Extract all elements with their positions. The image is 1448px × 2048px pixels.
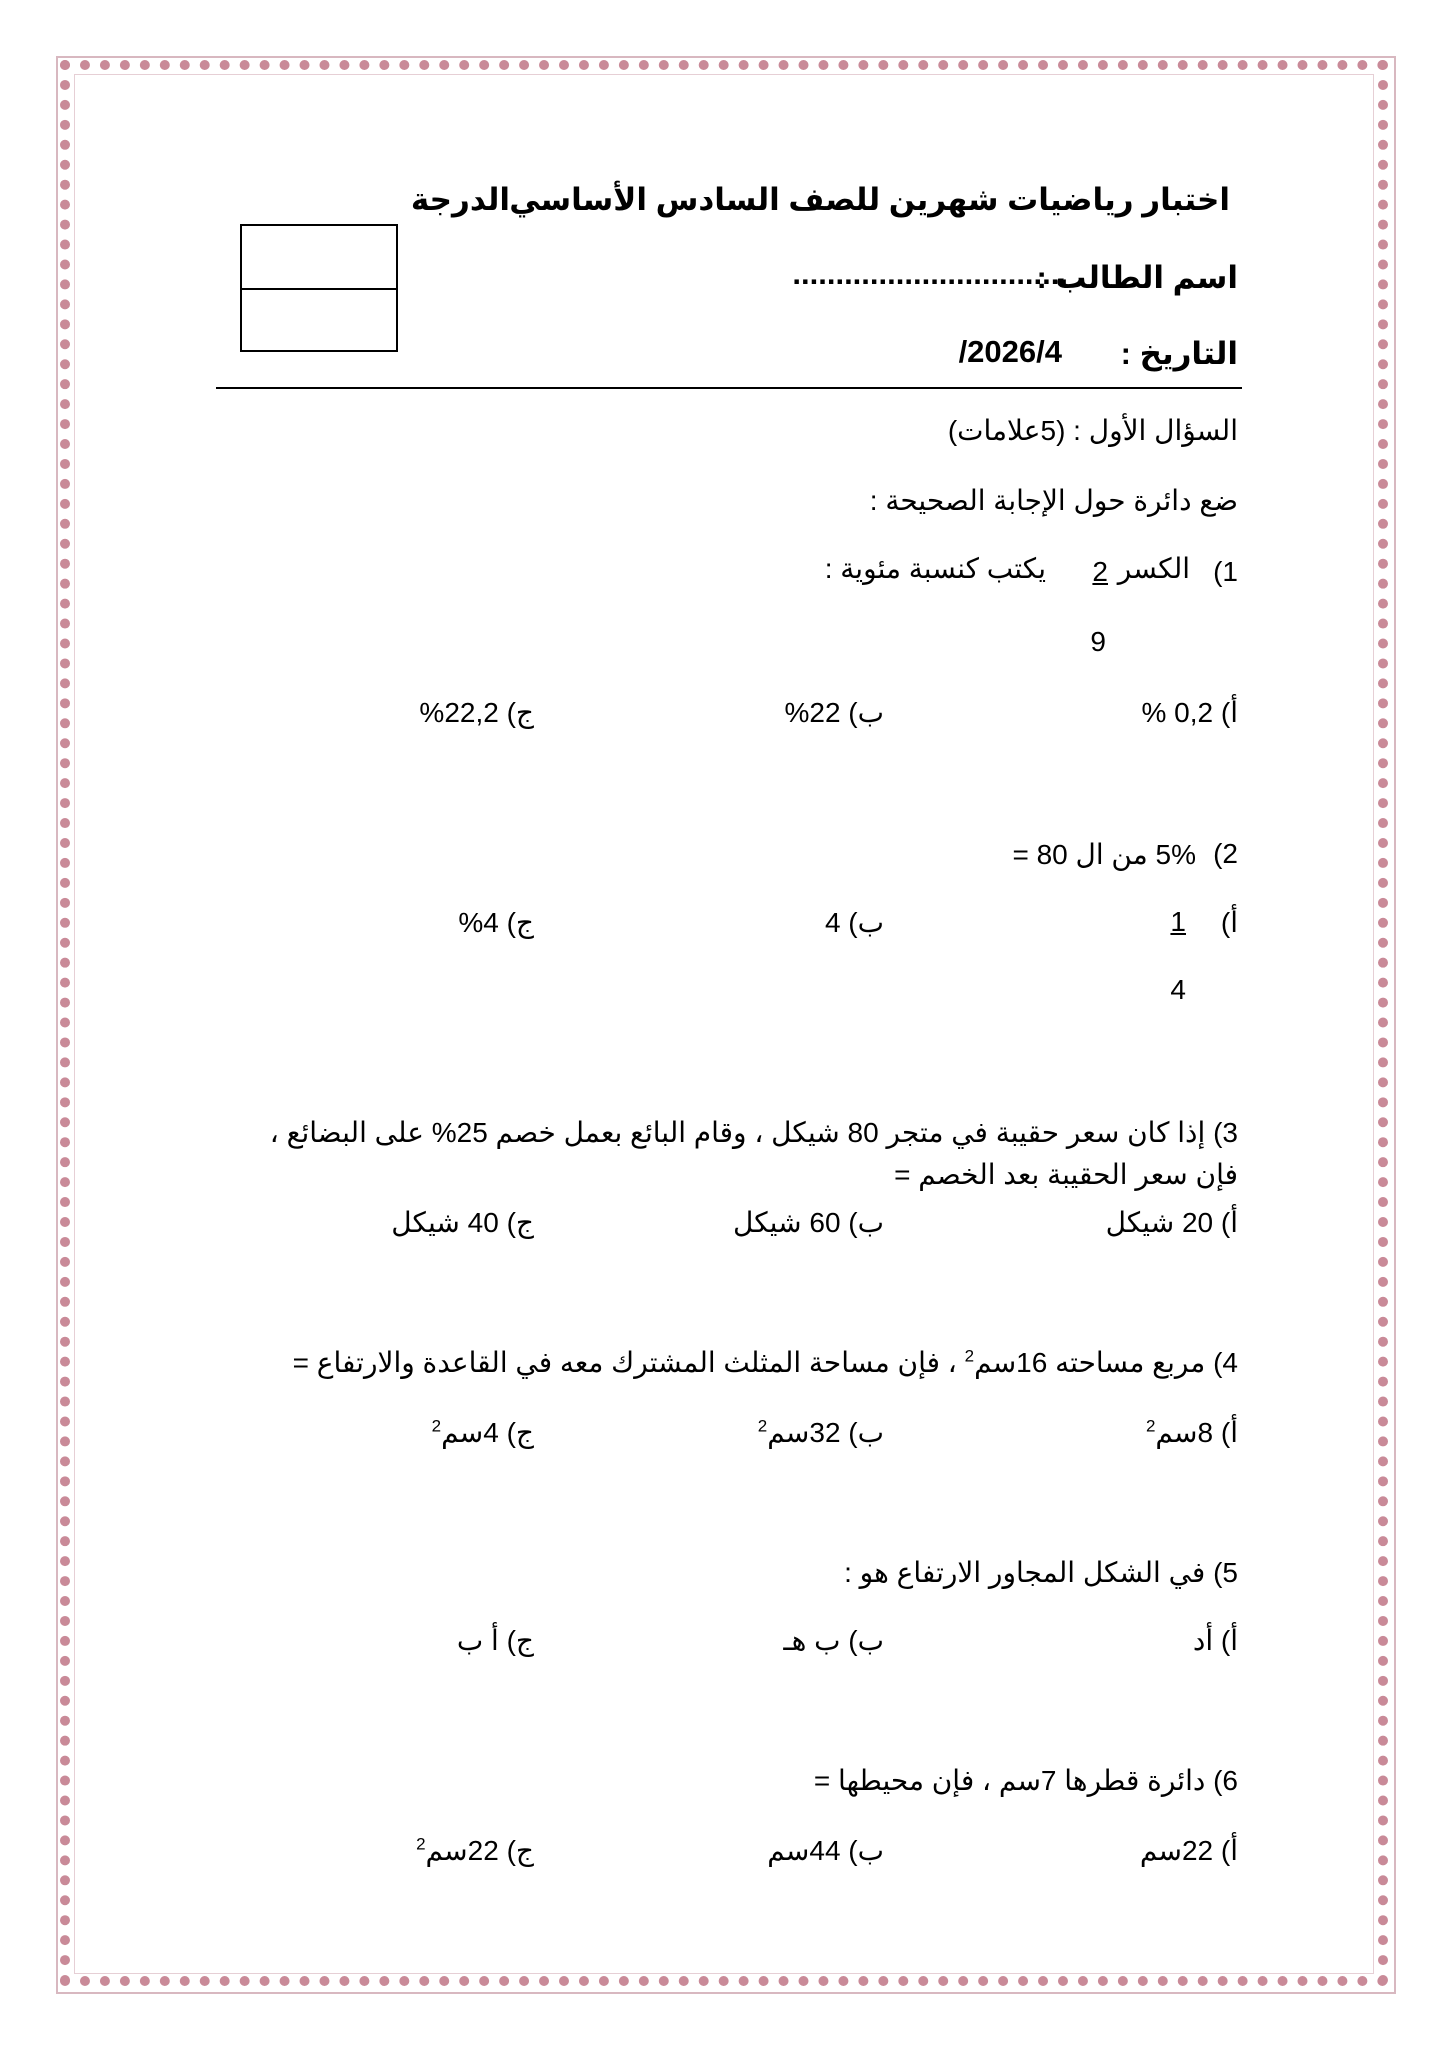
q3-option-a: أ) 20 شيكل bbox=[1105, 1207, 1238, 1238]
q6-option-a: أ) 22سم bbox=[1139, 1835, 1238, 1866]
q5-option-b: ب) ب هـ bbox=[783, 1625, 884, 1656]
grade-label: الدرجة bbox=[410, 182, 510, 217]
grade-box bbox=[240, 224, 398, 352]
q1-numerator: 2 bbox=[1092, 556, 1108, 587]
date-value: /2026/4 bbox=[958, 334, 1062, 369]
q2-option-c: ج) 4% bbox=[458, 907, 534, 938]
student-name-dots: ................................ bbox=[792, 256, 1068, 291]
q1-text-before: الكسر bbox=[1117, 553, 1190, 584]
q6-text: 6) دائرة قطرها 7سم ، فإن محيطها = bbox=[813, 1765, 1238, 1796]
q3-option-b: ب) 60 شيكل bbox=[733, 1207, 884, 1238]
q4-text bbox=[293, 1346, 1238, 1379]
q2-text: 5% من ال 80 = bbox=[1012, 839, 1196, 870]
q1-option-c: ج) 22,2% bbox=[419, 697, 534, 728]
q1-text-after: يكتب كنسبة مئوية : bbox=[824, 553, 1046, 584]
q6-option-c bbox=[416, 1834, 534, 1867]
q6-option-c-text: ج) 22سم bbox=[425, 1835, 534, 1866]
q4-option-b-sup: 2 bbox=[757, 1416, 768, 1436]
q1-number: 1) bbox=[1213, 556, 1238, 587]
q4-option-a-text: أ) 8سم bbox=[1155, 1417, 1238, 1448]
q4-text-before: 4) مربع مساحته 16سم bbox=[974, 1347, 1238, 1378]
q3-line2: فإن سعر الحقيبة بعد الخصم = bbox=[894, 1159, 1238, 1190]
q2-option-a-numerator: 1 bbox=[1170, 906, 1186, 937]
q4-text-after: ، فإن مساحة المثلث المشترك معه في القاعدة والارتفاع = bbox=[292, 1347, 965, 1378]
exam-title: اختبار رياضيات شهرين للصف السادس الأساسي bbox=[509, 182, 1230, 217]
q6-option-c-sup: 2 bbox=[416, 1834, 426, 1854]
header-divider bbox=[216, 387, 1242, 389]
section-heading: السؤال الأول : (5علامات) bbox=[947, 415, 1238, 446]
q4-option-c-sup: 2 bbox=[431, 1416, 442, 1436]
q5-option-a: أ) أد bbox=[1192, 1625, 1238, 1656]
q3-option-c: ج) 40 شيكل bbox=[391, 1207, 534, 1238]
q4-option-c-text: ج) 4سم bbox=[441, 1417, 534, 1448]
student-name-label: اسم الطالب : bbox=[1036, 260, 1238, 295]
q1-option-b: ب) 22% bbox=[784, 697, 884, 728]
q3-line1: 3) إذا كان سعر حقيبة في متجر 80 شيكل ، وقام البائع بعمل خصم 25% على البضائع ، bbox=[269, 1117, 1238, 1148]
q4-option-c bbox=[432, 1416, 534, 1449]
q5-text: 5) في الشكل المجاور الارتفاع هو : bbox=[844, 1557, 1238, 1588]
q2-number: 2) bbox=[1213, 838, 1238, 869]
q1-denominator: 9 bbox=[1090, 626, 1106, 657]
section-instruction: ضع دائرة حول الإجابة الصحيحة : bbox=[869, 485, 1238, 516]
q4-option-a bbox=[1146, 1416, 1238, 1449]
q6-option-b: ب) 44سم bbox=[767, 1835, 884, 1866]
q4-option-b bbox=[758, 1416, 884, 1449]
q4-option-b-text: ب) 32سم bbox=[767, 1417, 884, 1448]
q5-option-c: ج) أ ب bbox=[456, 1625, 534, 1656]
q2-option-a-denominator: 4 bbox=[1170, 974, 1186, 1005]
q2-option-b: ب) 4 bbox=[824, 907, 884, 938]
grade-box-divider bbox=[242, 288, 396, 290]
q1-option-a: أ) 0,2 % bbox=[1141, 697, 1238, 728]
q4-option-a-sup: 2 bbox=[1145, 1416, 1156, 1436]
q4-sup: 2 bbox=[964, 1346, 975, 1366]
date-label: التاريخ : bbox=[1120, 336, 1238, 371]
q2-option-a-label: أ) bbox=[1220, 907, 1238, 938]
